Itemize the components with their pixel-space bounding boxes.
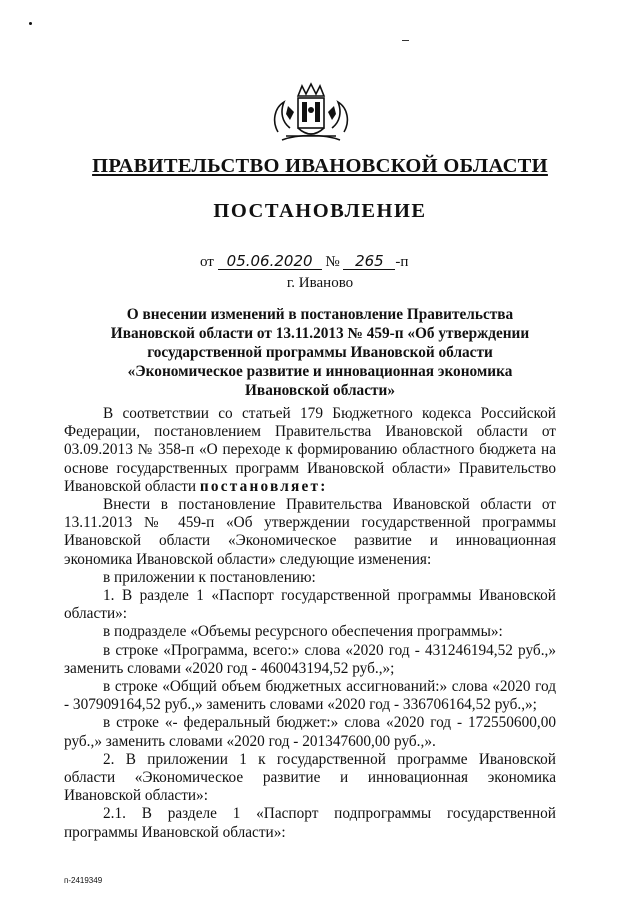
scan-mark [402,40,409,41]
date-prefix: от [200,254,214,270]
decree-body [64,405,556,842]
body-paragraph: 1. В разделе 1 «Паспорт государственной программы Ивановской области»: [64,587,556,623]
body-paragraph: в приложении к постановлению: [103,568,316,586]
scan-speck [29,22,32,25]
document-code: п-2419349 [64,876,103,885]
number-suffix: -п [395,254,409,270]
body-paragraph: в подразделе «Объемы ресурсного обеспечения программы»: [103,623,503,641]
number-label: № [325,254,340,270]
body-paragraph: 2. В приложении 1 к государственной программе Ивановской области «Экономическое развитие и инновационная экономика Ивановской области»: [64,750,556,805]
decree-date: 05.06.2020 [218,254,322,270]
body-paragraph: в строке «Программа, всего:» слова «2020 год - 431246194,52 руб.,» заменить словами «2020 год - 460043194,52 руб.,»; [64,641,556,677]
government-name: ПРАВИТЕЛЬСТВО ИВАНОВСКОЙ ОБЛАСТИ [92,155,548,177]
body-paragraph: Внести в постановление Правительства Ивановской области от 13.11.2013 № 459-п «Об утверждении государственной программы Ивановской области «Экономическое развитие и инновационная экономика Ивановской области» следующие изменения: [64,496,556,568]
date-number-line [200,254,460,271]
coat-of-arms-emblem [268,82,354,144]
city: г. Иваново [286,275,354,291]
body-paragraph: 2.1. В разделе 1 «Паспорт подпрограммы государственной программы Ивановской области»: [64,805,556,841]
decides-keyword: постановляет: [199,477,328,495]
decree-subject: О внесении изменений в постановление Правительства Ивановской области от 13.11.2013 № 459-п «Об утверждении государственной программы Ивановской области «Экономическое развитие и инновационная экономика Ивановской области» [110,306,530,399]
decree-number: 265 [343,254,395,270]
preamble-text: В соответствии со статьей 179 Бюджетного кодекса Российской Федерации, постановлением Правительства Ивановской области от 03.09.2013 № 358-п «О переходе к формированию областного бюджета на основе государственных программ Ивановской области» Правительство Ивановской области [64,405,556,495]
body-paragraph: в строке «- федеральный бюджет:» слова «2020 год - 172550600,00 руб.,» заменить словами «2020 год - 201347600,00 руб.,». [64,714,556,750]
preamble-paragraph [64,405,556,496]
document-type: ПОСТАНОВЛЕНИЕ [213,200,427,222]
body-paragraph: в строке «Общий объем бюджетных ассигнований:» слова «2020 год - 307909164,52 руб.,» заменить словами «2020 год - 336706164,52 руб.,»; [64,678,556,714]
